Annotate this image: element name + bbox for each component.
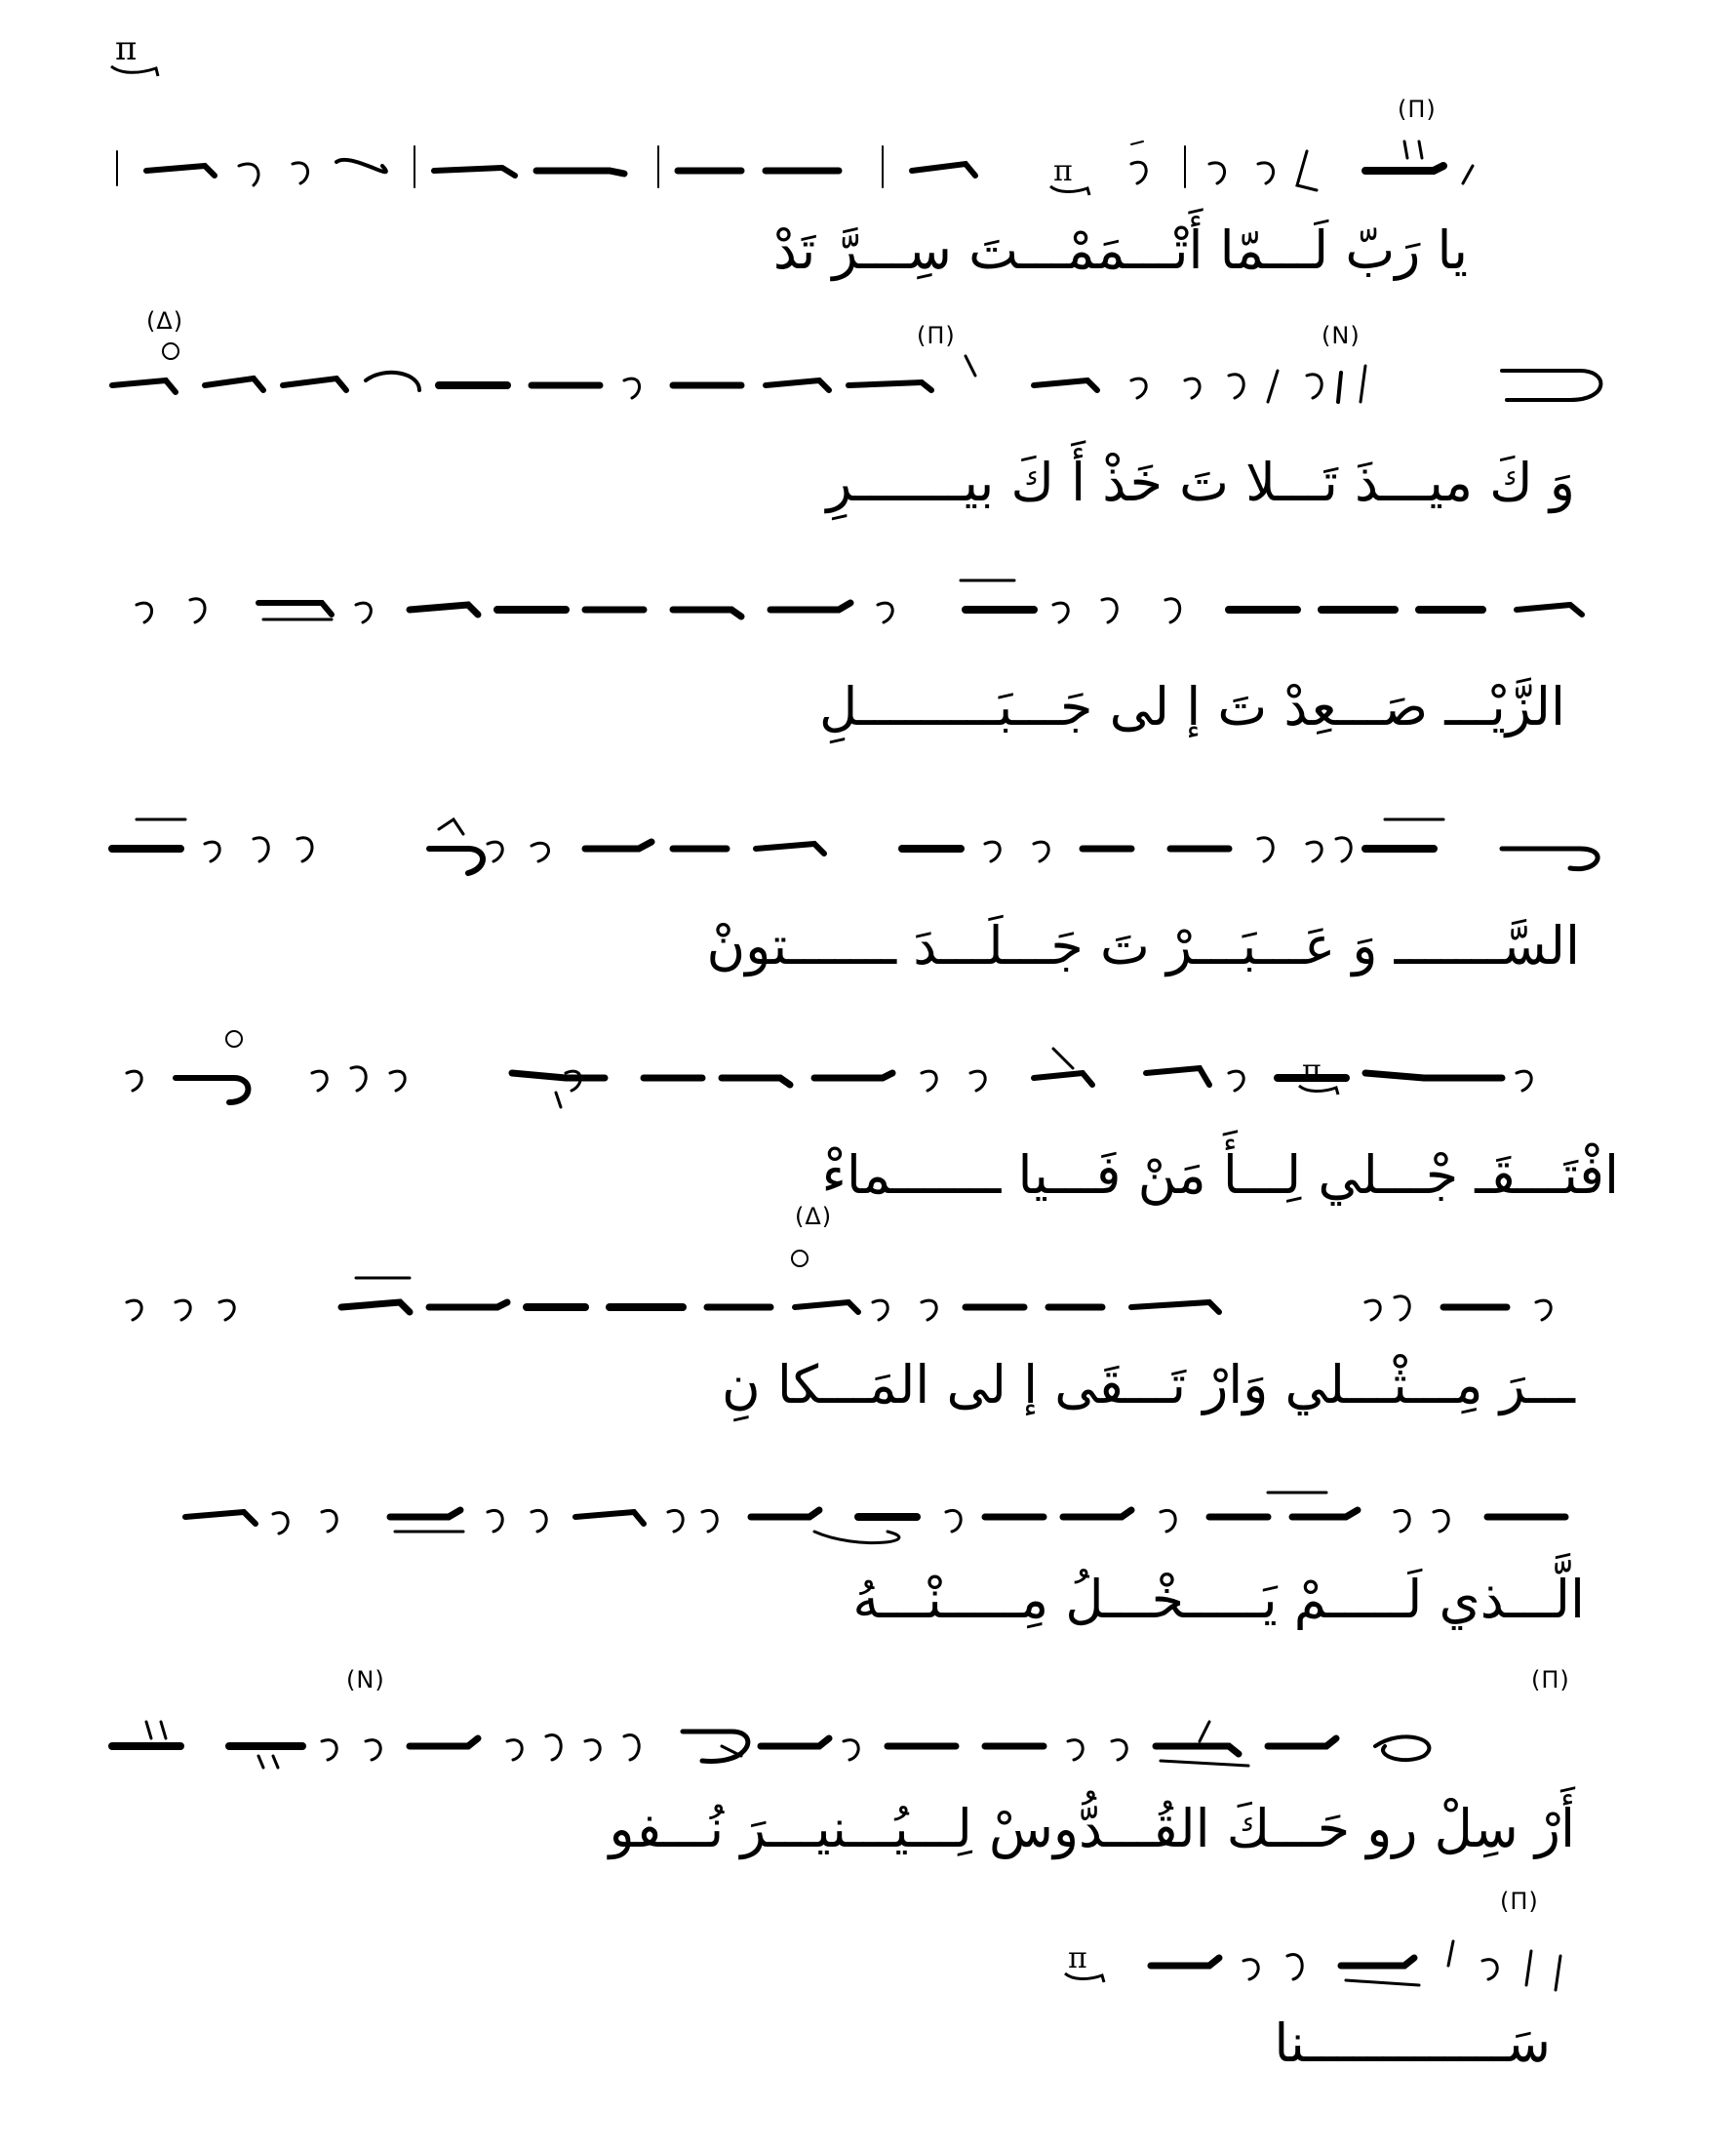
- lyric-line-9: سَـــــــــــــنا: [1274, 2012, 1551, 2074]
- neume-label: (Δ): [146, 307, 184, 335]
- lyric-line-4: السَّـــــــ وَ عَـــبَـــرْ تَ جَـــلَـــدَ ـــــــتونْ: [706, 915, 1580, 976]
- neume-label: (N): [346, 1666, 385, 1693]
- neume-label: (Π): [917, 322, 956, 349]
- neume-line-3: [0, 537, 1736, 683]
- neume-line-4: [0, 776, 1736, 922]
- page-marker-tail: [109, 62, 160, 78]
- lyric-line-3: الزَّيْـــ صَـــعِدْ تَ إ لى جَـــبَـــــــــلِ: [819, 676, 1565, 737]
- lyric-line-5: افْتَـــقَـ جْـــلي لِـــأَ مَنْ فَـــيا ـــــــماءْ: [821, 1144, 1619, 1206]
- neume-label: (Π): [1398, 96, 1437, 123]
- pi-sign: π: [1302, 1054, 1322, 1088]
- lyric-line-1: يا رَبّ لَـــمّا أَتْـــمَمْـــتَ سِـــرَّ تَدْ: [772, 219, 1468, 281]
- lyric-line-2: وَ كَ ميـــذَ تَـــلا تَ خَذْ أَ كَ بيـــــــرِ: [826, 452, 1575, 513]
- neume-label: (N): [1322, 322, 1361, 349]
- neume-label: (Π): [1531, 1666, 1570, 1693]
- pi-sign: π: [1068, 1941, 1087, 1975]
- lyric-line-7: الَّـــذي لَـــــمْ يَـــــخْـــلُ مِـــــنْـــهُ: [852, 1569, 1585, 1630]
- lyric-line-8: أَرْ سِلْ رو حَـــكَ القُـــدُّوسْ لِـــيُـــنيـــرَ نُـــفو: [609, 1798, 1575, 1859]
- neume-label: (Π): [1500, 1888, 1539, 1915]
- page-marker: [115, 29, 137, 68]
- neume-line-2: [0, 312, 1736, 458]
- lyric-line-6: ـــرَ مِـــثْـــلي وَارْ تَـــقَى إ لى المَـــكا نِ: [722, 1354, 1575, 1415]
- neume-line-5: [0, 1005, 1736, 1151]
- neume-label: (Δ): [795, 1203, 833, 1230]
- page-marker-pi: π: [115, 29, 138, 68]
- pi-sign: π: [1053, 154, 1073, 188]
